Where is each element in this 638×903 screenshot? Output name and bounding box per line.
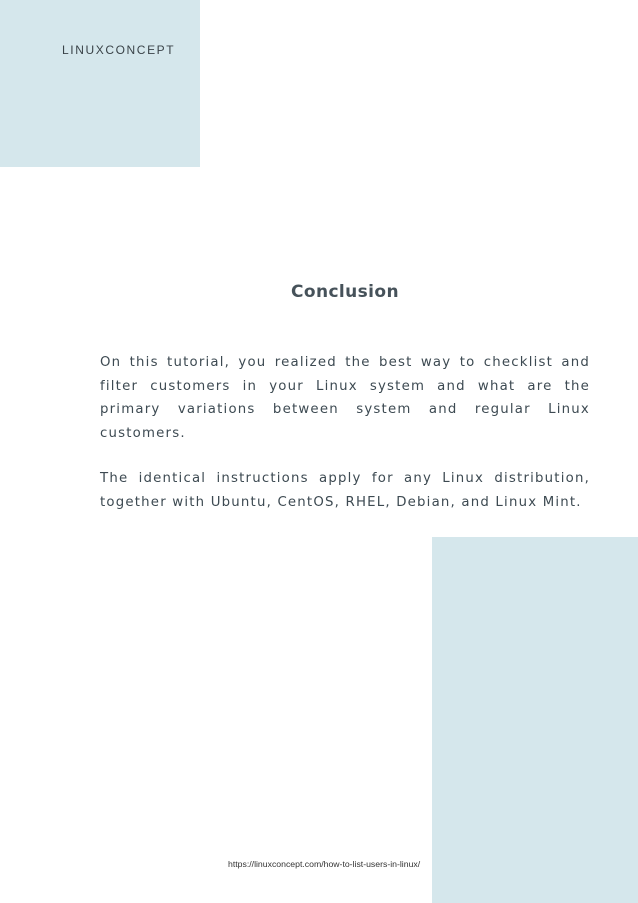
paragraph: The identical instructions apply for any Linux distribution, together with Ubuntu, CentOS, RHEL, Debian, and Linux Mint.: [100, 471, 590, 510]
decorative-block-bottom: [432, 537, 638, 903]
section-title: Conclusion: [291, 282, 399, 302]
decorative-block-top: [0, 0, 200, 167]
source-url[interactable]: https://linuxconcept.com/how-to-list-users-in-linux/: [228, 859, 421, 869]
brand-label: LINUXCONCEPT: [62, 43, 176, 57]
paragraph: On this tutorial, you realized the best way to checklist and filter customers in your Linux system and what are the primary variations between system and regular Linux customers.: [100, 355, 590, 441]
body-text: [100, 351, 590, 536]
